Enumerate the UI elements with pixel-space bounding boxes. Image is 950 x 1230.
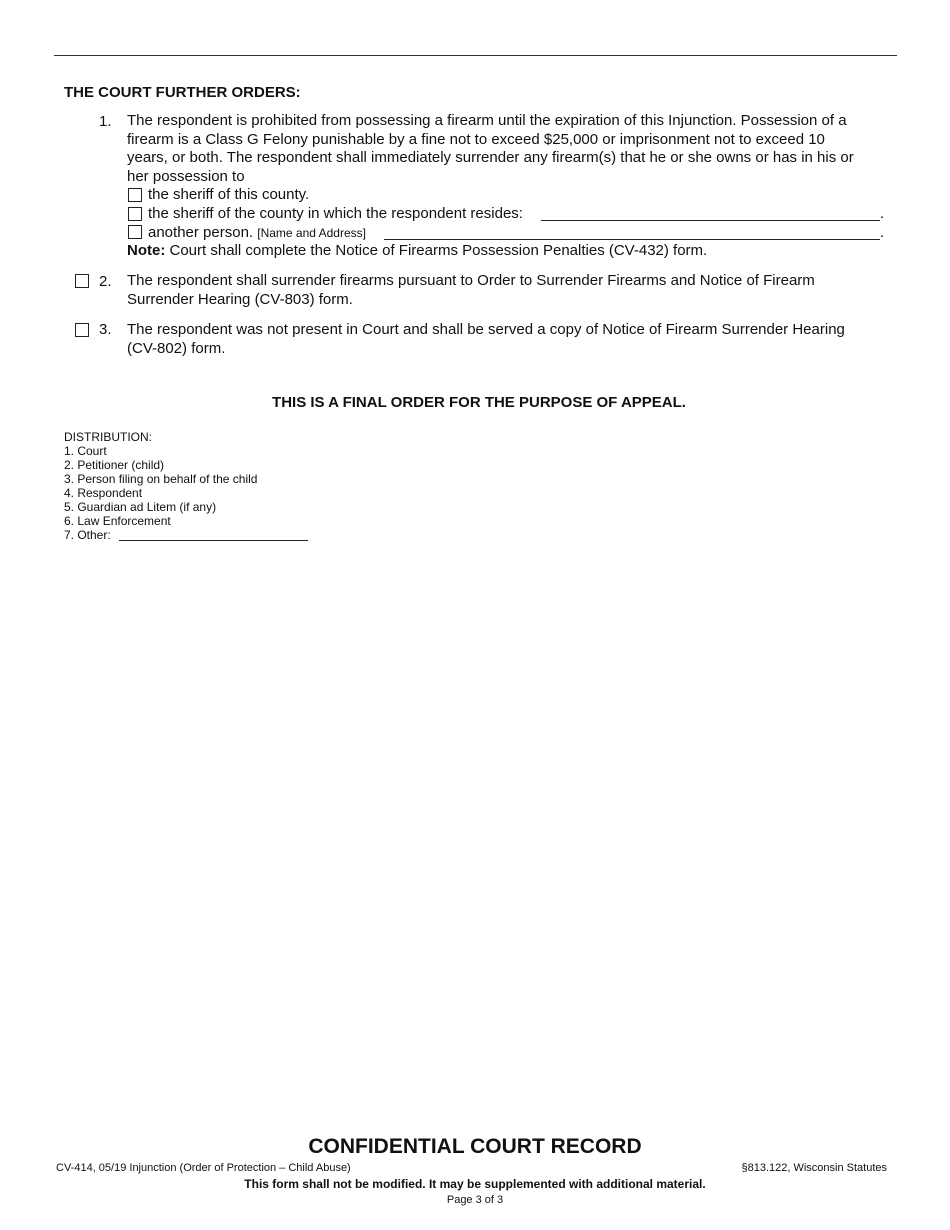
page-number: Page 3 of 3 (446, 1194, 504, 1206)
distribution-list (64, 430, 257, 542)
item-2-line: Surrender Hearing (CV-803) form. (127, 290, 353, 308)
confidential-record-banner: CONFIDENTIAL COURT RECORD (308, 1135, 642, 1158)
top-rule (54, 55, 897, 56)
note-text: Court shall complete the Notice of Firearms Possession Penalties (CV-432) form. (169, 242, 708, 259)
distribution-item: 5. Guardian ad Litem (if any) (64, 500, 217, 514)
another-person-text: another person. (148, 224, 254, 241)
section-heading: THE COURT FURTHER ORDERS: (64, 84, 301, 101)
item-2-line: The respondent shall surrender firearms pursuant to Order to Surrender Firearms and Notice of Firearm (127, 272, 815, 289)
another-person-period: . (880, 224, 885, 241)
note-label: Note: (127, 242, 166, 259)
residence-county-period: . (880, 205, 885, 222)
final-order-statement: THIS IS A FINAL ORDER FOR THE PURPOSE OF APPEAL. (272, 394, 686, 411)
sheriff-residence-county-label: the sheriff of the county in which the respondent resides: (148, 205, 523, 222)
item-1-line: years, or both. The respondent shall immediately surrender any firearm(s) that he or she owns or has in his or (127, 149, 854, 167)
item-1-line: firearm is a Class G Felony punishable by a fine not to exceed $25,000 or imprisonment not to exceed 10 (127, 130, 825, 148)
distribution-item: 7. Other: (64, 528, 111, 542)
other-distribution-field[interactable] (119, 540, 308, 541)
item-1-number: 1. (99, 113, 112, 130)
distribution-title: DISTRIBUTION: (64, 430, 153, 444)
sheriff-this-county-label: the sheriff of this county. (148, 186, 310, 203)
item-3-checkbox[interactable] (75, 323, 89, 337)
another-person-label (148, 224, 366, 243)
sheriff-this-county-checkbox[interactable] (128, 188, 142, 202)
item-1-line: her possession to (127, 167, 245, 185)
distribution-item: 6. Law Enforcement (64, 514, 171, 528)
sheriff-residence-county-checkbox[interactable] (128, 207, 142, 221)
item-1-text (127, 112, 854, 186)
distribution-item: 1. Court (64, 444, 107, 458)
item-2-text (127, 272, 815, 309)
residence-county-field[interactable] (541, 220, 880, 221)
distribution-item: 3. Person filing on behalf of the child (64, 472, 258, 486)
item-1-note (127, 242, 707, 261)
item-2-number: 2. (99, 273, 112, 290)
item-3-number: 3. (99, 321, 112, 338)
another-person-field[interactable] (384, 239, 880, 240)
item-3-text (127, 321, 845, 358)
item-3-line: (CV-802) form. (127, 339, 226, 357)
distribution-item: 2. Petitioner (child) (64, 458, 165, 472)
item-1-line: The respondent is prohibited from possessing a firearm until the expiration of this Injunction. Possession of a (127, 112, 847, 129)
name-address-hint: [Name and Address] (257, 226, 366, 240)
item-2-checkbox[interactable] (75, 274, 89, 288)
distribution-item: 4. Respondent (64, 486, 143, 500)
statute-reference: §813.122, Wisconsin Statutes (741, 1162, 887, 1174)
another-person-checkbox[interactable] (128, 225, 142, 239)
modification-notice: This form shall not be modified. It may be supplemented with additional material. (244, 1177, 706, 1191)
item-3-line: The respondent was not present in Court and shall be served a copy of Notice of Firearm Surrender Hearing (127, 321, 845, 338)
form-identifier: CV-414, 05/19 Injunction (Order of Protection – Child Abuse) (56, 1162, 351, 1174)
